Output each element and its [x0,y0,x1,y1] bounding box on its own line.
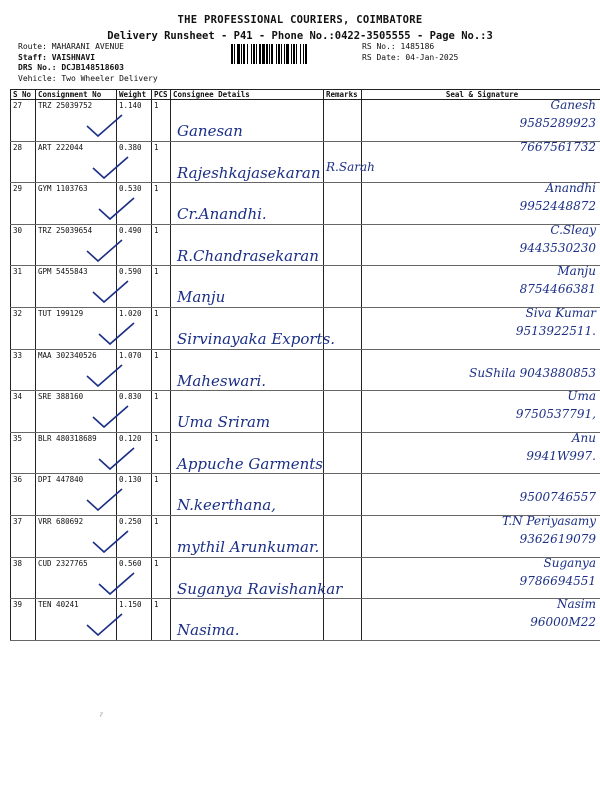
table-row [11,183,600,225]
barcode-bar [253,44,255,64]
cell-consignee [171,349,324,391]
signature-name: Manju [557,264,596,279]
barcode-bar [234,44,235,64]
cell-consignee [171,307,336,349]
cell-consignment: MAA 302340526 [36,349,117,391]
barcode-bar [262,44,265,64]
barcode-bar [269,44,270,64]
cell-remarks [324,474,362,516]
cell-consignee [171,599,324,641]
signature-phone: 8754466381 [519,282,596,297]
cell-consignee [171,183,324,225]
signature-phone: 9952448872 [519,199,596,214]
col-header-weight: Weight [117,90,152,100]
table-row [11,349,600,391]
cell-consignment: BLR 480318689 [36,432,117,474]
barcode-bar [259,44,261,64]
barcode-bar [293,44,295,64]
cell-signature [362,474,600,516]
cell-sno: 34 [11,391,36,433]
cell-consignment: TEN 40241 [36,599,117,641]
cell-pcs: 1 [152,557,171,599]
consignee-name: Nasima. [177,621,240,640]
table-row [11,100,600,142]
cell-weight: 1.150 [117,599,152,641]
barcode-bar [243,44,245,64]
cell-consignee [171,557,343,599]
cell-signature [362,141,600,183]
cell-pcs: 1 [152,183,171,225]
cell-consignee [171,100,324,142]
runsheet-subtitle: Delivery Runsheet - P41 - Phone No.:0422-3505555 - Page No.:3 [107,30,493,42]
barcode-bar [271,44,273,64]
col-header-pcs: PCS [152,90,171,100]
cell-pcs: 1 [152,599,171,641]
signature-phone: 9500746557 [519,490,596,505]
cell-sno: 31 [11,266,36,308]
cell-signature [362,557,600,599]
cell-remarks [324,599,362,641]
cell-consignment: ART 222044 [36,141,117,183]
cell-sno: 27 [11,100,36,142]
table-row [11,474,600,516]
barcode-bar [231,44,233,64]
cell-consignment: CUD 2327765 [36,557,117,599]
cell-weight: 0.250 [117,515,152,557]
cell-signature [362,307,600,349]
cell-consignment: GPM 5455843 [36,266,117,308]
signature-name: Anu [571,430,596,445]
table-row [11,432,600,474]
drs-text: DRS No.: DCJB148518603 [18,63,124,72]
barcode-bar [303,44,304,64]
cell-consignee [171,515,324,557]
cell-sno: 39 [11,599,36,641]
table-row [11,307,600,349]
consignee-name: Manju [177,288,226,307]
cell-weight: 0.590 [117,266,152,308]
signature-name: Siva Kumar [525,305,596,320]
cell-sno: 36 [11,474,36,516]
barcode-bar [296,44,297,64]
route-text: Route: MAHARANI AVENUE [18,42,124,51]
barcode-bar [281,44,282,64]
cell-weight: 1.020 [117,307,152,349]
consignee-name: R.Chandrasekaran [177,246,319,265]
barcode-bar [291,44,292,64]
cell-pcs: 1 [152,100,171,142]
barcode-bar [300,44,301,64]
barcode-bar [276,44,277,64]
cell-remarks [324,432,362,474]
cell-pcs: 1 [152,349,171,391]
consignee-name: Maheswari. [177,371,267,390]
cell-weight: 0.490 [117,224,152,266]
cell-remarks [324,183,362,225]
signature-phone: 9585289923 [519,116,596,130]
col-header-consignment: Consignment No [36,90,117,100]
cell-consignment: SRE 388160 [36,391,117,433]
cell-pcs: 1 [152,307,171,349]
cell-signature [362,349,600,391]
barcode-bar [278,44,280,64]
cell-pcs: 1 [152,432,171,474]
cell-consignee [171,224,324,266]
cell-pcs: 1 [152,224,171,266]
signature-phone: 9750537791, [515,407,596,422]
cell-signature [362,183,600,225]
signature-name: Nasim [556,597,596,612]
signature-phone: 9443530230 [519,240,596,255]
consignee-name: Sirvinayaka Exports. [177,329,336,348]
cell-sno: 33 [11,349,36,391]
table-row [11,224,600,266]
cell-consignment: VRR 680692 [36,515,117,557]
runsheet-table [10,89,600,641]
cell-sno: 37 [11,515,36,557]
cell-consignment: GYM 1103763 [36,183,117,225]
consignee-name: Ganesan [177,122,243,140]
table-row [11,266,600,308]
cell-signature [362,391,600,433]
cell-sno: 32 [11,307,36,349]
cell-consignee [171,266,324,308]
meta-right [362,42,458,63]
cell-consignee [171,391,324,433]
consignee-name: Appuche Garments [177,454,323,473]
cell-remarks [324,224,362,266]
report-title: THE PROFESSIONAL COURIERS, COIMBATORE [177,14,423,26]
cell-remarks [324,557,362,599]
col-header-remarks: Remarks [324,90,362,100]
table-row [11,141,600,183]
cell-remarks [324,100,362,142]
staff-text: Staff: VAISHNAVI [18,52,96,62]
cell-pcs: 1 [152,141,171,183]
cell-weight: 1.140 [117,100,152,142]
vehicle-text: Vehicle: Two Wheeler Delivery [18,73,158,83]
barcode-bar [251,44,252,64]
signature-phone: 9786694551 [519,573,596,588]
consignee-name: Cr.Anandhi. [177,205,267,224]
cell-pcs: 1 [152,515,171,557]
consignee-name: Rajeshkajasekaran [177,163,321,182]
barcode-bar [237,44,240,64]
signature-name: 7667561732 [519,139,596,154]
pen-mark: ˀ [100,712,103,723]
cell-remarks [324,391,362,433]
col-header-consignee: Consignee Details [171,90,324,100]
cell-consignment: TRZ 25039752 [36,100,117,142]
cell-sno: 29 [11,183,36,225]
signature-phone: 96000M22 [530,615,596,630]
signature-name: Suganya [543,555,596,570]
barcode-bar [241,44,242,64]
signature-name: Ganesh [550,98,596,112]
barcode-bar [247,44,248,64]
remark-text: R.Sarah [326,159,375,174]
consignee-name: Uma Sriram [177,413,271,432]
table-row [11,515,600,557]
cell-pcs: 1 [152,391,171,433]
signature-name: Anandhi [545,181,596,196]
barcode-bar [286,44,289,64]
cell-signature [362,515,600,557]
consignee-name: N.keerthana, [177,496,276,515]
signature-name: C.Sleay [550,222,596,237]
col-header-signature: Seal & Signature [362,90,600,100]
barcode-bar [305,44,307,64]
signature-name: T.N Periyasamy [502,513,596,528]
cell-consignee [171,432,324,474]
cell-weight: 0.830 [117,391,152,433]
cell-signature [362,224,600,266]
cell-pcs: 1 [152,266,171,308]
consignee-name: mythil Arunkumar. [177,537,320,556]
signature-phone: 9941W997. [526,448,596,463]
cell-remarks [324,266,362,308]
cell-signature [362,599,600,641]
barcode-bar [256,44,257,64]
cell-consignment: DPI 447840 [36,474,117,516]
cell-consignment: TRZ 25039654 [36,224,117,266]
cell-weight: 0.130 [117,474,152,516]
cell-consignee [171,474,324,516]
cell-signature [362,266,600,308]
rs-number: RS No.: 1485186 [362,42,435,51]
barcode-bar [266,44,268,64]
table-row [11,599,600,641]
cell-pcs: 1 [152,474,171,516]
cell-remarks [324,307,362,349]
rs-date: RS Date: 04-Jan-2025 [362,52,459,62]
table-header-row [11,90,600,100]
cell-weight: 0.120 [117,432,152,474]
meta-left [18,42,158,84]
signature-phone: SuShila 9043880853 [469,365,596,380]
cell-sno: 28 [11,141,36,183]
cell-sno: 38 [11,557,36,599]
cell-signature [362,432,600,474]
cell-weight: 0.380 [117,141,152,183]
cell-remarks [324,515,362,557]
cell-sno: 35 [11,432,36,474]
cell-remarks [324,349,362,391]
signature-phone: 9362619079 [519,531,596,546]
consignee-name: Suganya Ravishankar [177,579,343,598]
cell-sno: 30 [11,224,36,266]
cell-consignee [171,141,324,183]
cell-signature [362,100,600,142]
table-row [11,391,600,433]
cell-weight: 1.070 [117,349,152,391]
cell-weight: 0.560 [117,557,152,599]
table-row [11,557,600,599]
cell-weight: 0.530 [117,183,152,225]
cell-consignment: TUT 199129 [36,307,117,349]
signature-name: Uma [567,389,596,404]
col-header-sno: S No [11,90,36,100]
signature-phone: 9513922511. [515,323,596,338]
cell-remarks [324,141,375,183]
barcode [231,44,354,64]
barcode-bar [284,44,285,64]
